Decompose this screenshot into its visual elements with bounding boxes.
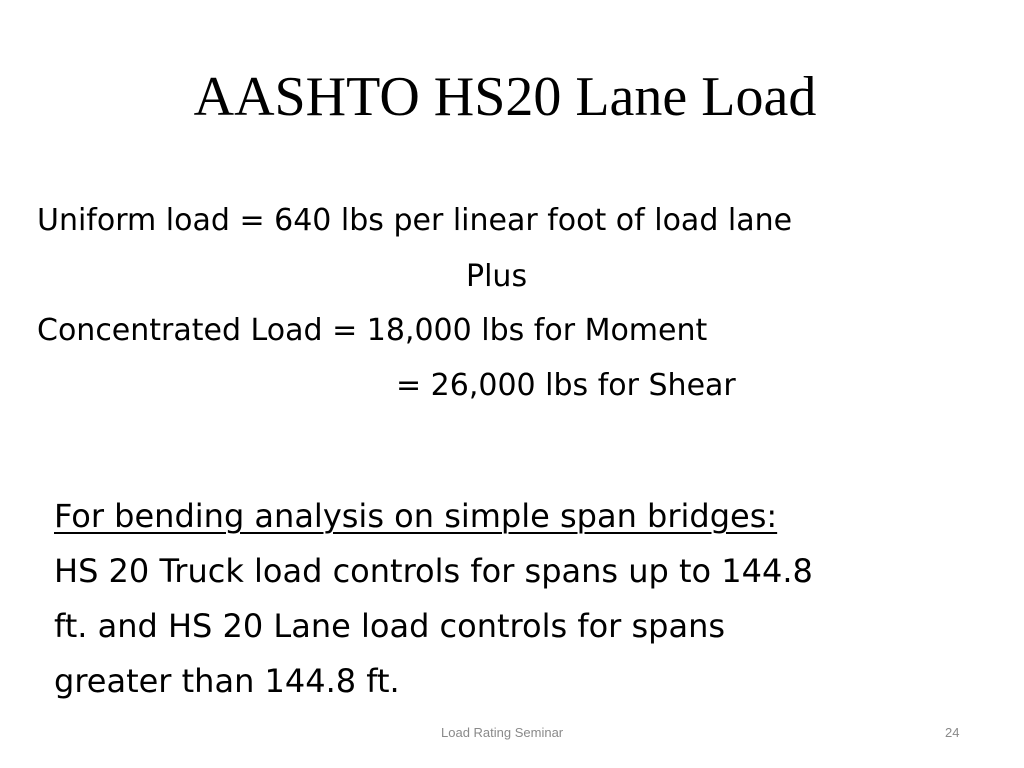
footer-text: Load Rating Seminar [441, 725, 564, 740]
slide-title: AASHTO HS20 Lane Load [193, 66, 817, 128]
shear-load-text: = 26,000 lbs for Shear [396, 368, 736, 403]
concentrated-load-text: Concentrated Load = 18,000 lbs for Moment [37, 313, 708, 348]
note-line: ft. and HS 20 Lane load controls for spans [54, 607, 726, 645]
note-line: HS 20 Truck load controls for spans up to 144.8 [54, 552, 813, 590]
note-line: greater than 144.8 ft. [54, 662, 400, 700]
slide-number: 24 [945, 725, 960, 740]
note-heading: For bending analysis on simple span bridges: [54, 497, 778, 535]
uniform-load-text: Uniform load = 640 lbs per linear foot of load lane [37, 203, 793, 238]
plus-text: Plus [466, 259, 528, 294]
bending-analysis-note [54, 489, 954, 709]
